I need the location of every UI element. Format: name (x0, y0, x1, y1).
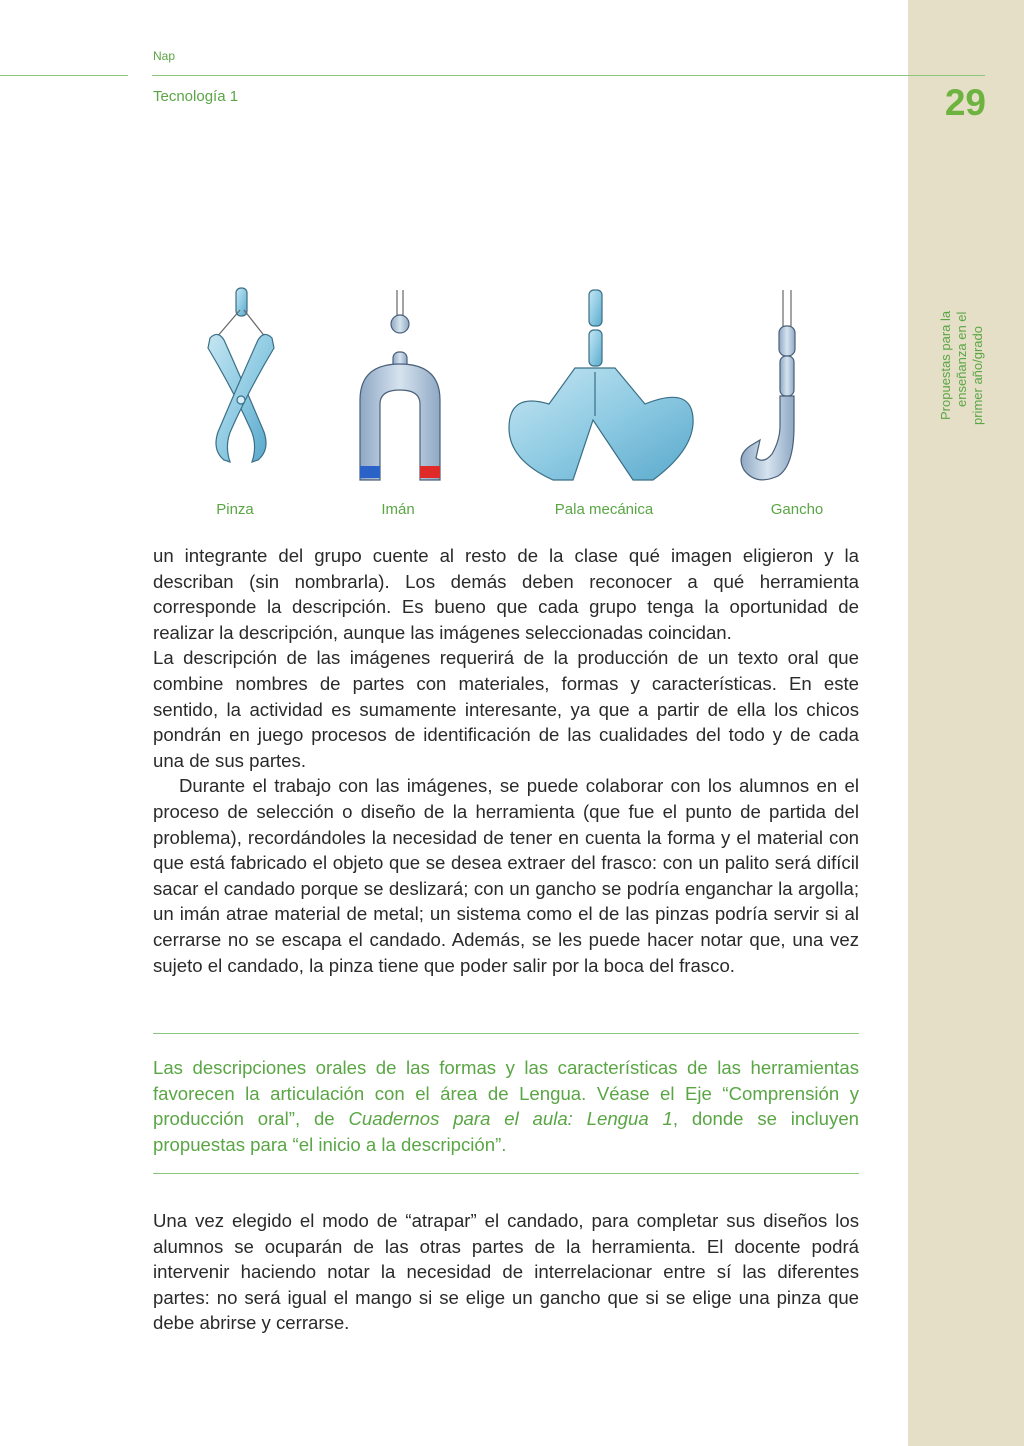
caption-pala-mecanica: Pala mecánica (554, 501, 654, 518)
pinza-tool-icon (208, 288, 274, 462)
header-series: Nap (153, 49, 176, 63)
note-text-part1: Las descripciones orales de las formas y las características de las herramientas favorecen la articulación con el área de Lengua. Véase el Eje “Comprensión y producción oral”, de (153, 1057, 859, 1130)
note-top-rule (153, 1033, 859, 1034)
note-box (153, 1055, 859, 1157)
page-number: 29 (944, 82, 986, 123)
caption-pinza: Pinza (216, 501, 254, 518)
paragraph-3: Durante el trabajo con las imágenes, se puede colaborar con los alumnos en el proceso de selección o diseño de la herramienta (que fue el punto de partida del problema), recordándoles la necesidad de tener en cuenta la forma y el material con que está fabricado el objeto que se desea extraer del frasco: con un palito será difícil sacar el candado porque se deslizará; con un gancho se podría enganchar la argolla; un imán atrae material de metal; un sistema como el de las pinzas podría servir si al cerrarse no se escapa el candado. Además, se les puede hacer notar que, una vez sujeto el candado, la pinza tiene que poder salir por la boca del frasco. (153, 775, 859, 976)
paragraph-2: La descripción de las imágenes requerirá de la producción de un texto oral que combine nombres de partes con materiales, formas y características. En este sentido, la actividad es sumamente interesante, ya que a partir de ella los chicos pondrán en juego procesos de identificación de las cualidades del todo y de cada una de sus partes. (153, 647, 859, 771)
note-text-italic: Cuadernos para el aula: Lengua 1 (348, 1108, 673, 1130)
sidebar-band (908, 0, 1024, 1446)
pala-mecanica-tool-icon (509, 290, 693, 480)
caption-iman: Imán (381, 501, 415, 518)
gancho-tool-icon (741, 290, 795, 480)
sidebar-line-1: Propuestas para la (938, 310, 953, 420)
paragraph-4: Una vez elegido el modo de “atrapar” el candado, para completar sus diseños los alumnos se ocuparán de las otras partes de la herramienta. El docente podrá intervenir haciendo notar la necesidad de interrelacionar entre sí las diferentes partes: no será igual el mango si se elige un gancho que si se elige una pinza que debe abrirse y cerrarse. (153, 1210, 859, 1334)
caption-gancho: Gancho (770, 501, 824, 518)
note-text (153, 1055, 859, 1157)
paragraph-1: un integrante del grupo cuente al resto de la clase qué imagen eligieron y la describan (sin nombrarla). Los demás deben reconocer a qué herramienta corresponde la descripción. Es bueno que cada grupo tenga la oportunidad de realizar la descripción, aunque las imágenes seleccionadas coincidan. (153, 545, 859, 643)
note-text-part2: , donde se incluyen propuestas para “el inicio a la descripción”. (153, 1108, 859, 1155)
sidebar-line-3: primer año/grado (970, 326, 985, 425)
sidebar-line-2: enseñanza en el (954, 311, 969, 407)
iman-tool-icon (360, 290, 440, 480)
closing-text (153, 1208, 859, 1336)
body-text (153, 543, 859, 978)
header-title: Tecnología 1 (153, 88, 239, 105)
header-rule-gap (128, 74, 152, 77)
sidebar-vertical-label (938, 290, 988, 430)
tools-illustration (180, 280, 870, 490)
note-bottom-rule (153, 1173, 859, 1174)
